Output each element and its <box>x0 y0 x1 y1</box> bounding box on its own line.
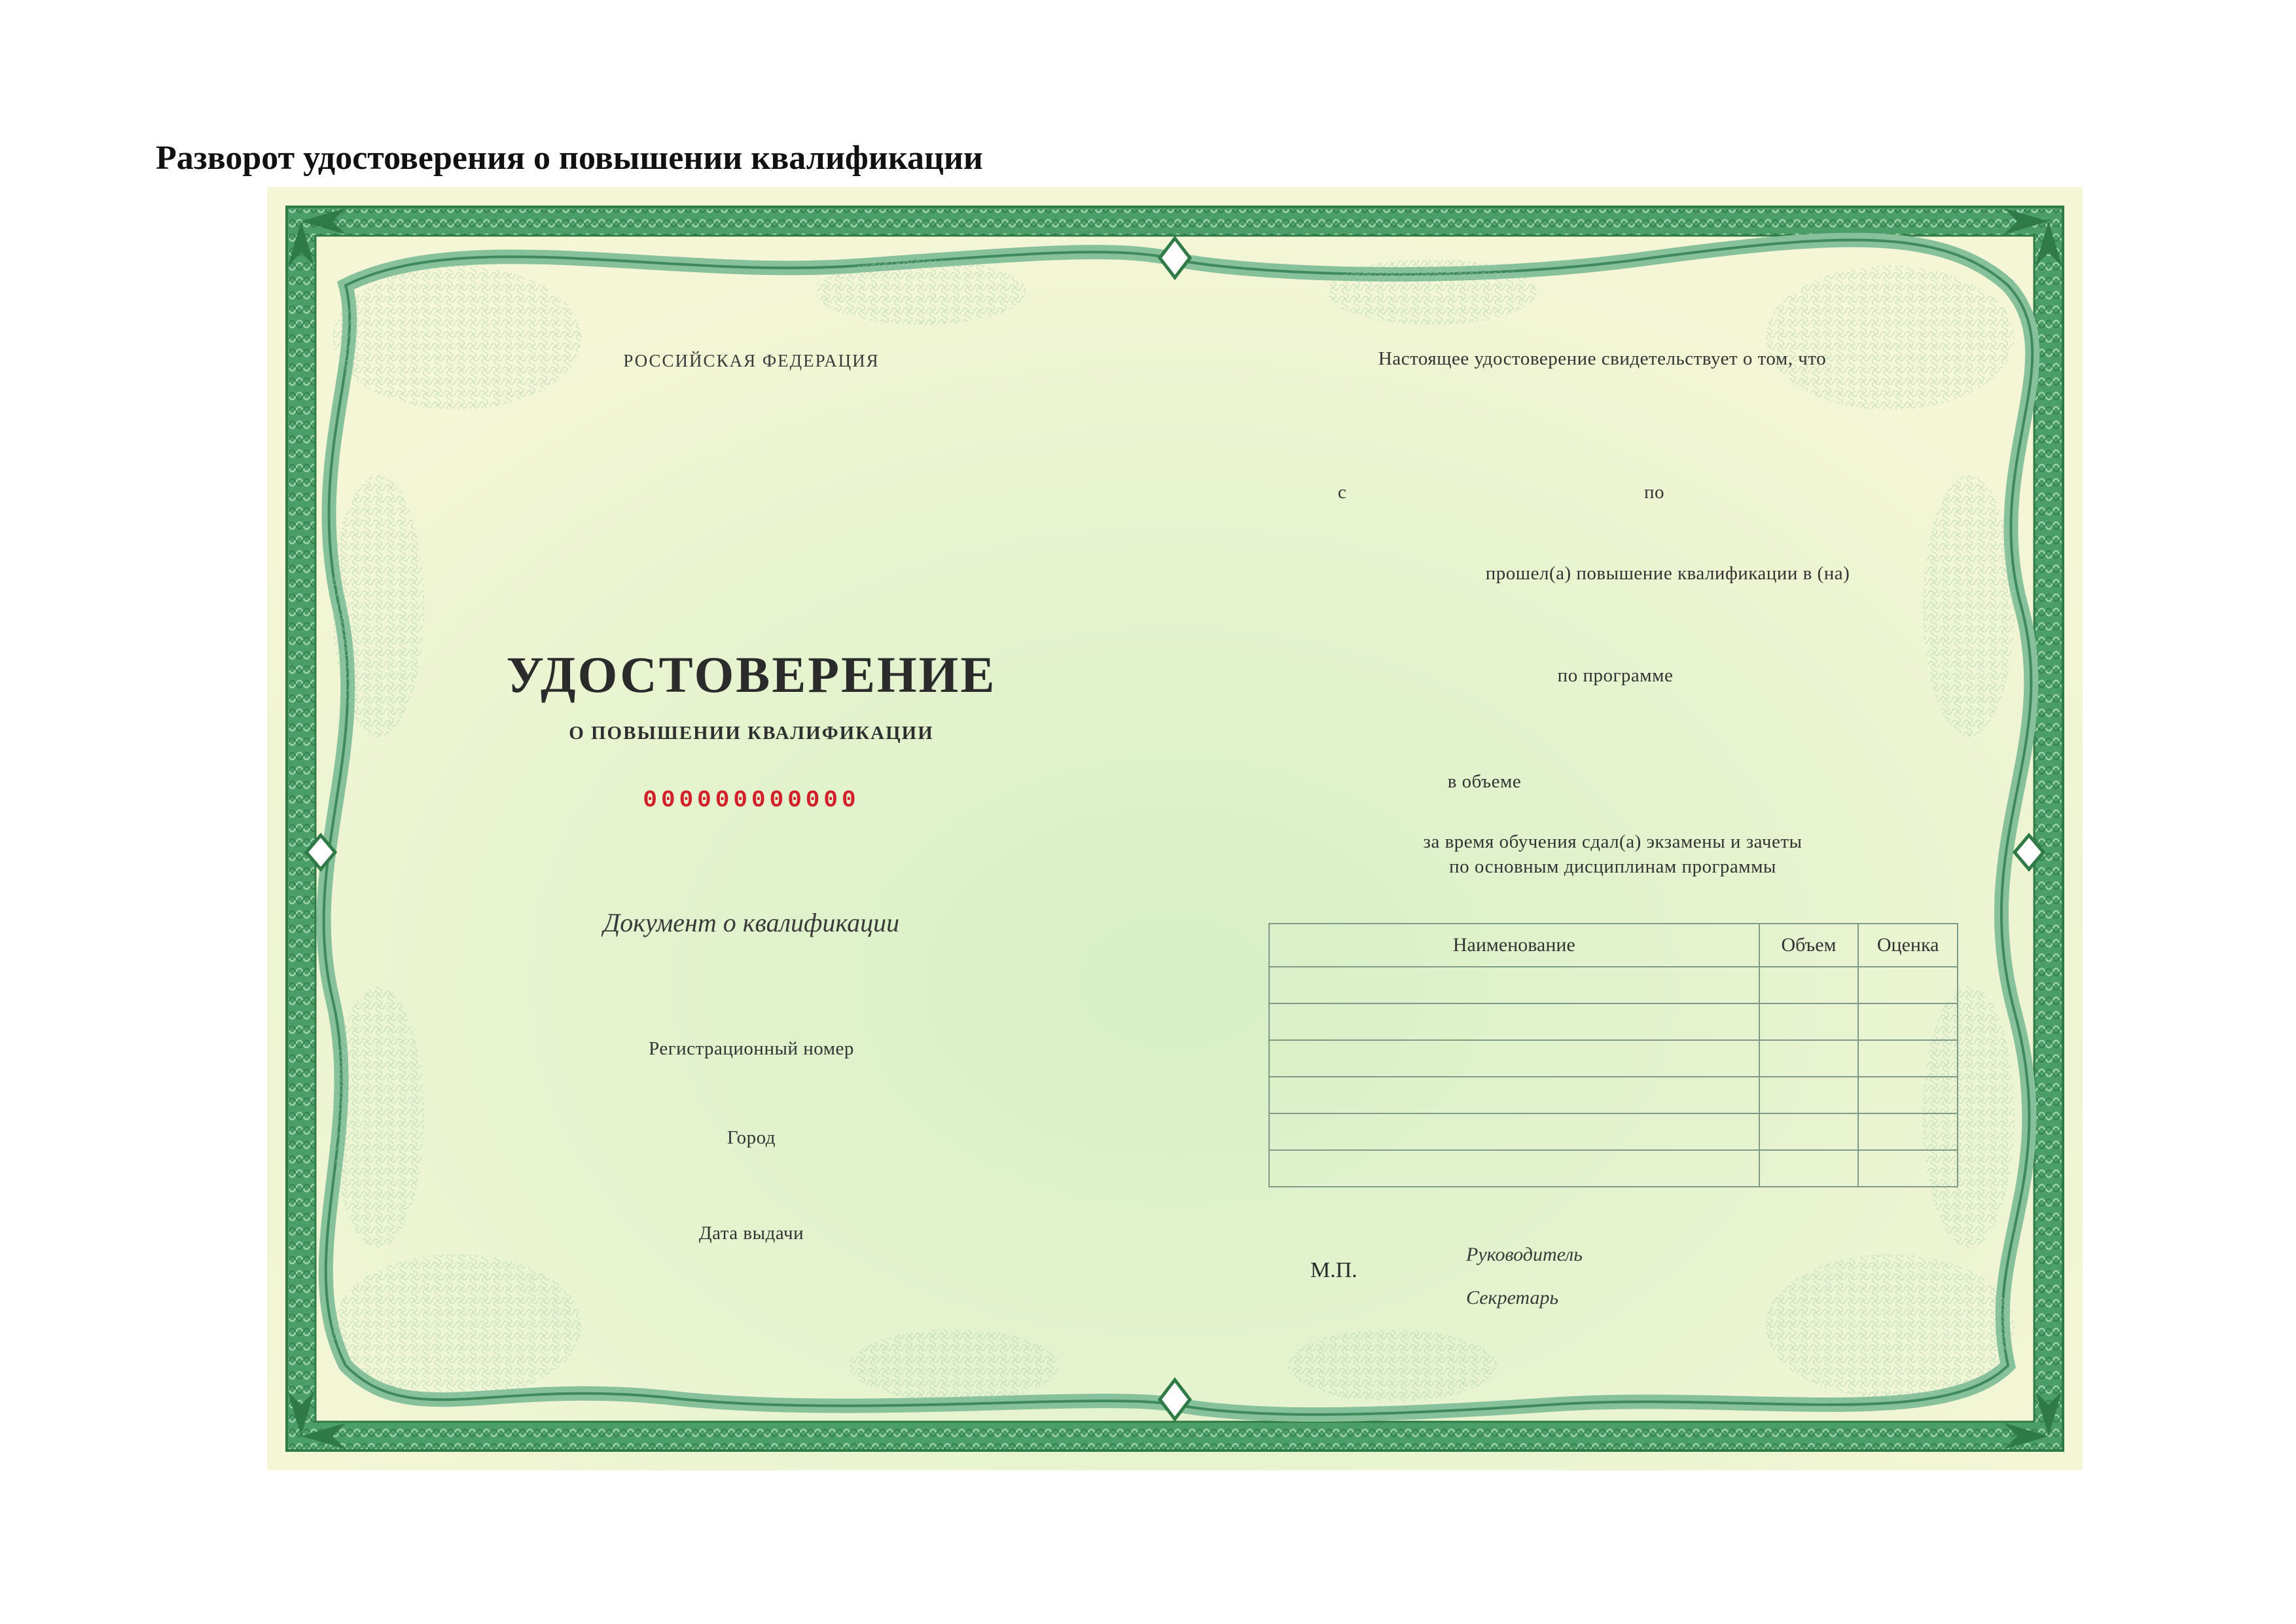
table-cell <box>1269 967 1759 1003</box>
seal-label: М.П. <box>1310 1258 1357 1282</box>
column-header-volume: Объем <box>1759 924 1859 967</box>
certificate-title: УДОСТОВЕРЕНИЕ <box>506 646 997 703</box>
exams-text-line2: по основным дисциплинам программы <box>1449 856 1776 877</box>
table-cell <box>1858 1150 1958 1187</box>
table-cell <box>1269 1113 1759 1150</box>
table-row <box>1269 1077 1958 1113</box>
column-header-name: Наименование <box>1269 924 1759 967</box>
table-row <box>1269 1040 1958 1077</box>
period-to-label: по <box>1644 482 1665 503</box>
table-cell <box>1269 1077 1759 1113</box>
table-cell <box>1759 1077 1859 1113</box>
grades-table <box>1268 923 1958 1187</box>
table-cell <box>1858 1040 1958 1077</box>
certificate-subtitle: О ПОВЫШЕНИИ КВАЛИФИКАЦИИ <box>569 723 934 744</box>
page-title: Разворот удостоверения о повышении квалификации <box>156 139 983 177</box>
table-row <box>1269 1003 1958 1040</box>
grades-table-header <box>1269 924 1958 967</box>
column-header-grade: Оценка <box>1858 924 1958 967</box>
certificate-ornament <box>267 187 2083 1470</box>
exams-text-line1: за время обучения сдал(а) экзамены и зачеты <box>1423 831 1803 852</box>
table-cell <box>1858 1077 1958 1113</box>
table-cell <box>1759 1150 1859 1187</box>
volume-label: в объеме <box>1447 771 1522 792</box>
table-row <box>1269 1113 1958 1150</box>
table-cell <box>1759 1003 1859 1040</box>
table-cell <box>1759 1040 1859 1077</box>
certifies-text: Настоящее удостоверение свидетельствует о том, что <box>1378 348 1827 369</box>
table-row <box>1269 1150 1958 1187</box>
table-cell <box>1759 1113 1859 1150</box>
head-signature-label: Руководитель <box>1466 1244 1583 1265</box>
table-cell <box>1269 1040 1759 1077</box>
registration-number-label: Регистрационный номер <box>649 1038 854 1059</box>
country-label: РОССИЙСКАЯ ФЕДЕРАЦИЯ <box>623 351 880 370</box>
period-from-label: с <box>1338 482 1347 503</box>
table-cell <box>1269 1003 1759 1040</box>
table-cell <box>1269 1150 1759 1187</box>
document-type-label: Документ о квалификации <box>603 908 900 937</box>
issue-date-label: Дата выдачи <box>698 1223 804 1244</box>
table-row <box>1269 967 1958 1003</box>
table-cell <box>1858 1113 1958 1150</box>
completed-text: прошел(а) повышение квалификации в (на) <box>1485 563 1850 584</box>
table-cell <box>1858 1003 1958 1040</box>
table-cell <box>1759 967 1859 1003</box>
table-cell <box>1858 967 1958 1003</box>
serial-number: 000000000000 <box>643 787 860 814</box>
certificate-spread <box>267 187 2083 1470</box>
secretary-signature-label: Секретарь <box>1466 1287 1559 1308</box>
city-label: Город <box>726 1127 776 1148</box>
program-label: по программе <box>1557 665 1674 686</box>
